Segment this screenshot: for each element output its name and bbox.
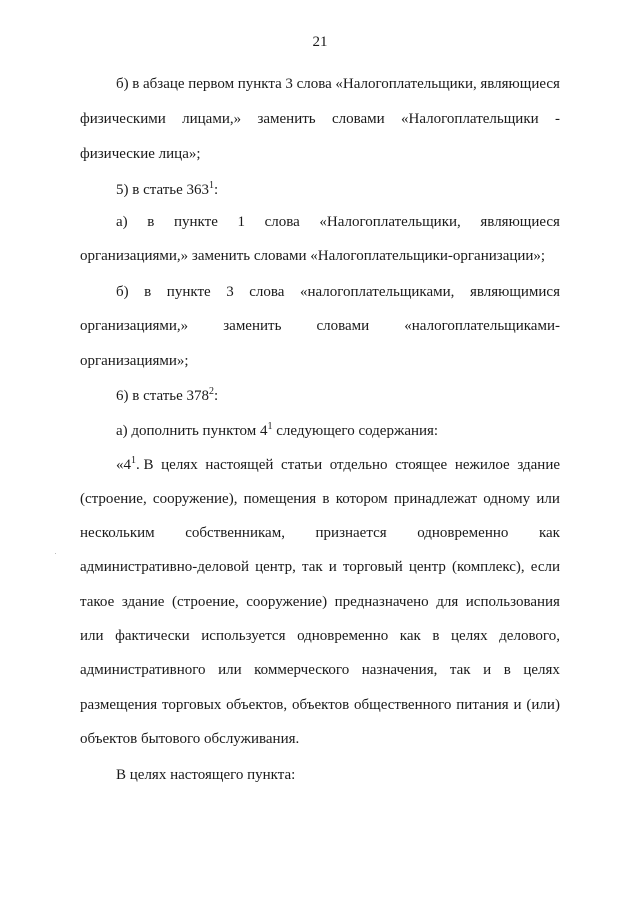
word: размещения [80,697,158,713]
superscript: 1 [209,180,215,191]
word: в [432,628,440,644]
word: в [147,214,155,230]
word: «налогоплательщиками- [404,318,560,334]
word: если [530,559,560,575]
line-text: 5) в статье 363 [116,182,210,198]
word: отдельно [329,457,388,473]
word: целях [161,457,198,473]
word: помещения [243,491,317,507]
word: слова [249,284,285,300]
word: одновременно [297,628,389,644]
word: общественного [354,697,452,713]
line-text: : [214,388,219,404]
word: (строение, [172,594,239,610]
word: б) [116,76,129,92]
text-line [80,523,560,543]
word: пункте [166,284,211,300]
word: так [301,559,323,575]
word: заменить [257,111,316,127]
word: так [449,662,471,678]
line-text: следующего содержания: [272,423,439,439]
word: признается [315,525,387,541]
word: в [322,491,330,507]
word: в [132,76,140,92]
word: здание [121,594,165,610]
word: 1 [237,214,245,230]
word: «Налогоплательщики, [319,214,461,230]
line-text: а) дополнить пунктом 4 [116,423,268,439]
word: делового, [499,628,560,644]
word: (комплекс), [451,559,525,575]
superscript: 1 [131,455,136,466]
word: лицами,» [182,111,242,127]
word: пункта [237,76,282,92]
word: для [436,594,459,610]
word: . В [136,457,154,473]
word: словами [331,111,385,127]
text-line: физические лица»; [80,146,201,162]
text-line: организациями»; [80,353,189,369]
word: нежилое [454,457,510,473]
text-line [116,74,560,94]
word: б) [116,284,129,300]
word: административно-деловой [80,559,249,575]
word: торговый [342,559,403,575]
word: или [218,662,242,678]
word: фактически [115,628,190,644]
word: являющимися [469,284,560,300]
word: организациями,» [80,318,189,334]
word: «налогоплательщиками, [299,284,455,300]
word: 3 [226,284,234,300]
text-line [80,489,560,509]
line-text [116,455,154,475]
text-line [116,180,560,200]
word: назначения, [361,662,438,678]
word: пункте [174,214,218,230]
word: (строение, [80,491,147,507]
word: предназначено [334,594,429,610]
word: «Налогоплательщики, [335,76,477,92]
word: торговых [162,697,222,713]
word: слова [296,76,332,92]
text-line [116,282,560,302]
word: являющиеся [480,76,560,92]
word: одновременно [417,525,509,541]
word: (или) [526,697,560,713]
word: здание [517,457,560,473]
word: целях [451,628,488,644]
word: слова [264,214,300,230]
word: нескольким [80,525,155,541]
text-line: В целях настоящего пункта: [116,767,296,783]
text-line [80,109,560,129]
word: как [399,628,421,644]
word: центр, [255,559,296,575]
word: питания [456,697,509,713]
word: или [536,491,560,507]
word: одному [483,491,531,507]
word: и [513,697,522,713]
text-line [116,386,560,406]
line-text: 6) в статье 378 [116,388,210,404]
word: собственникам, [185,525,285,541]
word: целях [523,662,560,678]
word: первом [188,76,235,92]
word: абзаце [143,76,185,92]
word: являющиеся [480,214,560,230]
text-line [116,212,560,232]
text-line [116,421,560,441]
text-line: организациями,» заменить словами «Налогоплательщики-организации»; [80,248,546,264]
text-line [80,660,560,680]
word: в [144,284,152,300]
word: физическими [80,111,166,127]
word: центр [408,559,446,575]
text-line [80,695,560,715]
word: коммерческого [254,662,350,678]
word: используется [201,628,286,644]
word: в [503,662,511,678]
word: 3 [285,76,293,92]
word: или [80,628,104,644]
word: сооружение), [152,491,238,507]
line-text: : [214,182,219,198]
text-line [80,557,560,577]
word: настоящей [205,457,274,473]
word: а) [116,214,128,230]
word: объектов, [226,697,288,713]
text-line: объектов бытового обслуживания. [80,731,300,747]
word: - [554,111,560,127]
text-line [116,455,560,475]
word: «Налогоплательщики [401,111,539,127]
text-line [80,626,560,646]
word: и [483,662,492,678]
word: объектов [291,697,350,713]
text-line [80,316,560,336]
word: административного [80,662,206,678]
word: котором [335,491,388,507]
word: заменить [223,318,282,334]
word: и [328,559,337,575]
word: принадлежат [393,491,478,507]
superscript: 2 [209,386,215,397]
page-number: 21 [312,34,328,50]
word: такое [80,594,115,610]
word: статьи [281,457,323,473]
word: как [538,525,560,541]
superscript: 1 [267,421,273,432]
word: использования [465,594,560,610]
scan-speck [55,553,56,554]
word: словами [316,318,370,334]
text-line [80,592,560,612]
word: сооружение) [246,594,328,610]
quote-open: «4 [116,457,131,473]
word: стоящее [395,457,448,473]
